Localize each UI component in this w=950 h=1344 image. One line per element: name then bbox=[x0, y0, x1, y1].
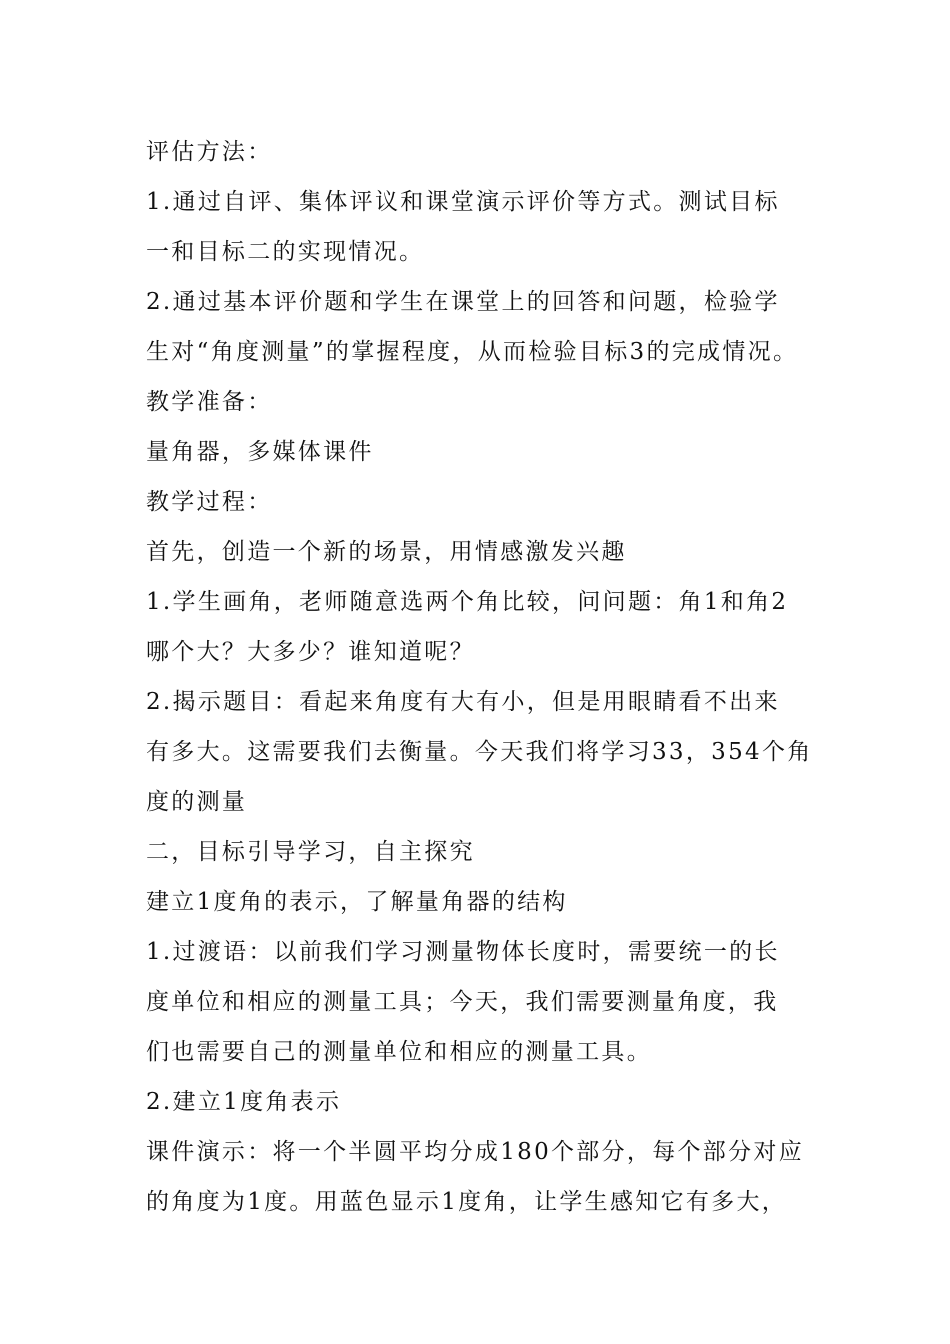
text-line: 1.通过自评、集体评议和课堂演示评价等方式。测试目标 bbox=[146, 189, 780, 215]
text-line: 度单位和相应的测量工具；今天，我们需要测量角度，我 bbox=[146, 989, 779, 1015]
text-line: 课件演示：将一个半圆平均分成180个部分，每个部分对应 bbox=[146, 1139, 804, 1165]
text-line: 建立1度角的表示，了解量角器的结构 bbox=[146, 889, 568, 915]
text-line: 2.通过基本评价题和学生在课堂上的回答和问题，检验学 bbox=[146, 289, 780, 315]
text-line: 量角器，多媒体课件 bbox=[146, 439, 374, 465]
text-line: 生对“角度测量”的掌握程度，从而检验目标3的完成情况。 bbox=[146, 339, 799, 365]
text-line: 一和目标二的实现情况。 bbox=[146, 239, 425, 265]
text-line: 2.建立1度角表示 bbox=[146, 1089, 342, 1115]
text-line: 1.过渡语：以前我们学习测量物体长度时，需要统一的长 bbox=[146, 939, 780, 965]
text-line: 二，目标引导学习，自主探究 bbox=[146, 839, 475, 865]
text-line: 首先，创造一个新的场景，用情感激发兴趣 bbox=[146, 539, 627, 565]
text-line: 们也需要自己的测量单位和相应的测量工具。 bbox=[146, 1039, 652, 1065]
text-line: 度的测量 bbox=[146, 789, 248, 815]
text-line: 的角度为1度。用蓝色显示1度角，让学生感知它有多大， bbox=[146, 1189, 788, 1215]
text-line: 教学过程： bbox=[146, 489, 273, 515]
text-line: 1.学生画角，老师随意选两个角比较，问问题：角1和角2 bbox=[146, 589, 789, 615]
text-line: 评估方法： bbox=[146, 139, 273, 165]
text-line: 哪个大？大多少？谁知道呢？ bbox=[146, 639, 475, 665]
text-line: 2.揭示题目：看起来角度有大有小，但是用眼睛看不出来 bbox=[146, 689, 780, 715]
text-line: 有多大。这需要我们去衡量。今天我们将学习33，354个角 bbox=[146, 739, 813, 765]
text-line: 教学准备： bbox=[146, 389, 273, 415]
